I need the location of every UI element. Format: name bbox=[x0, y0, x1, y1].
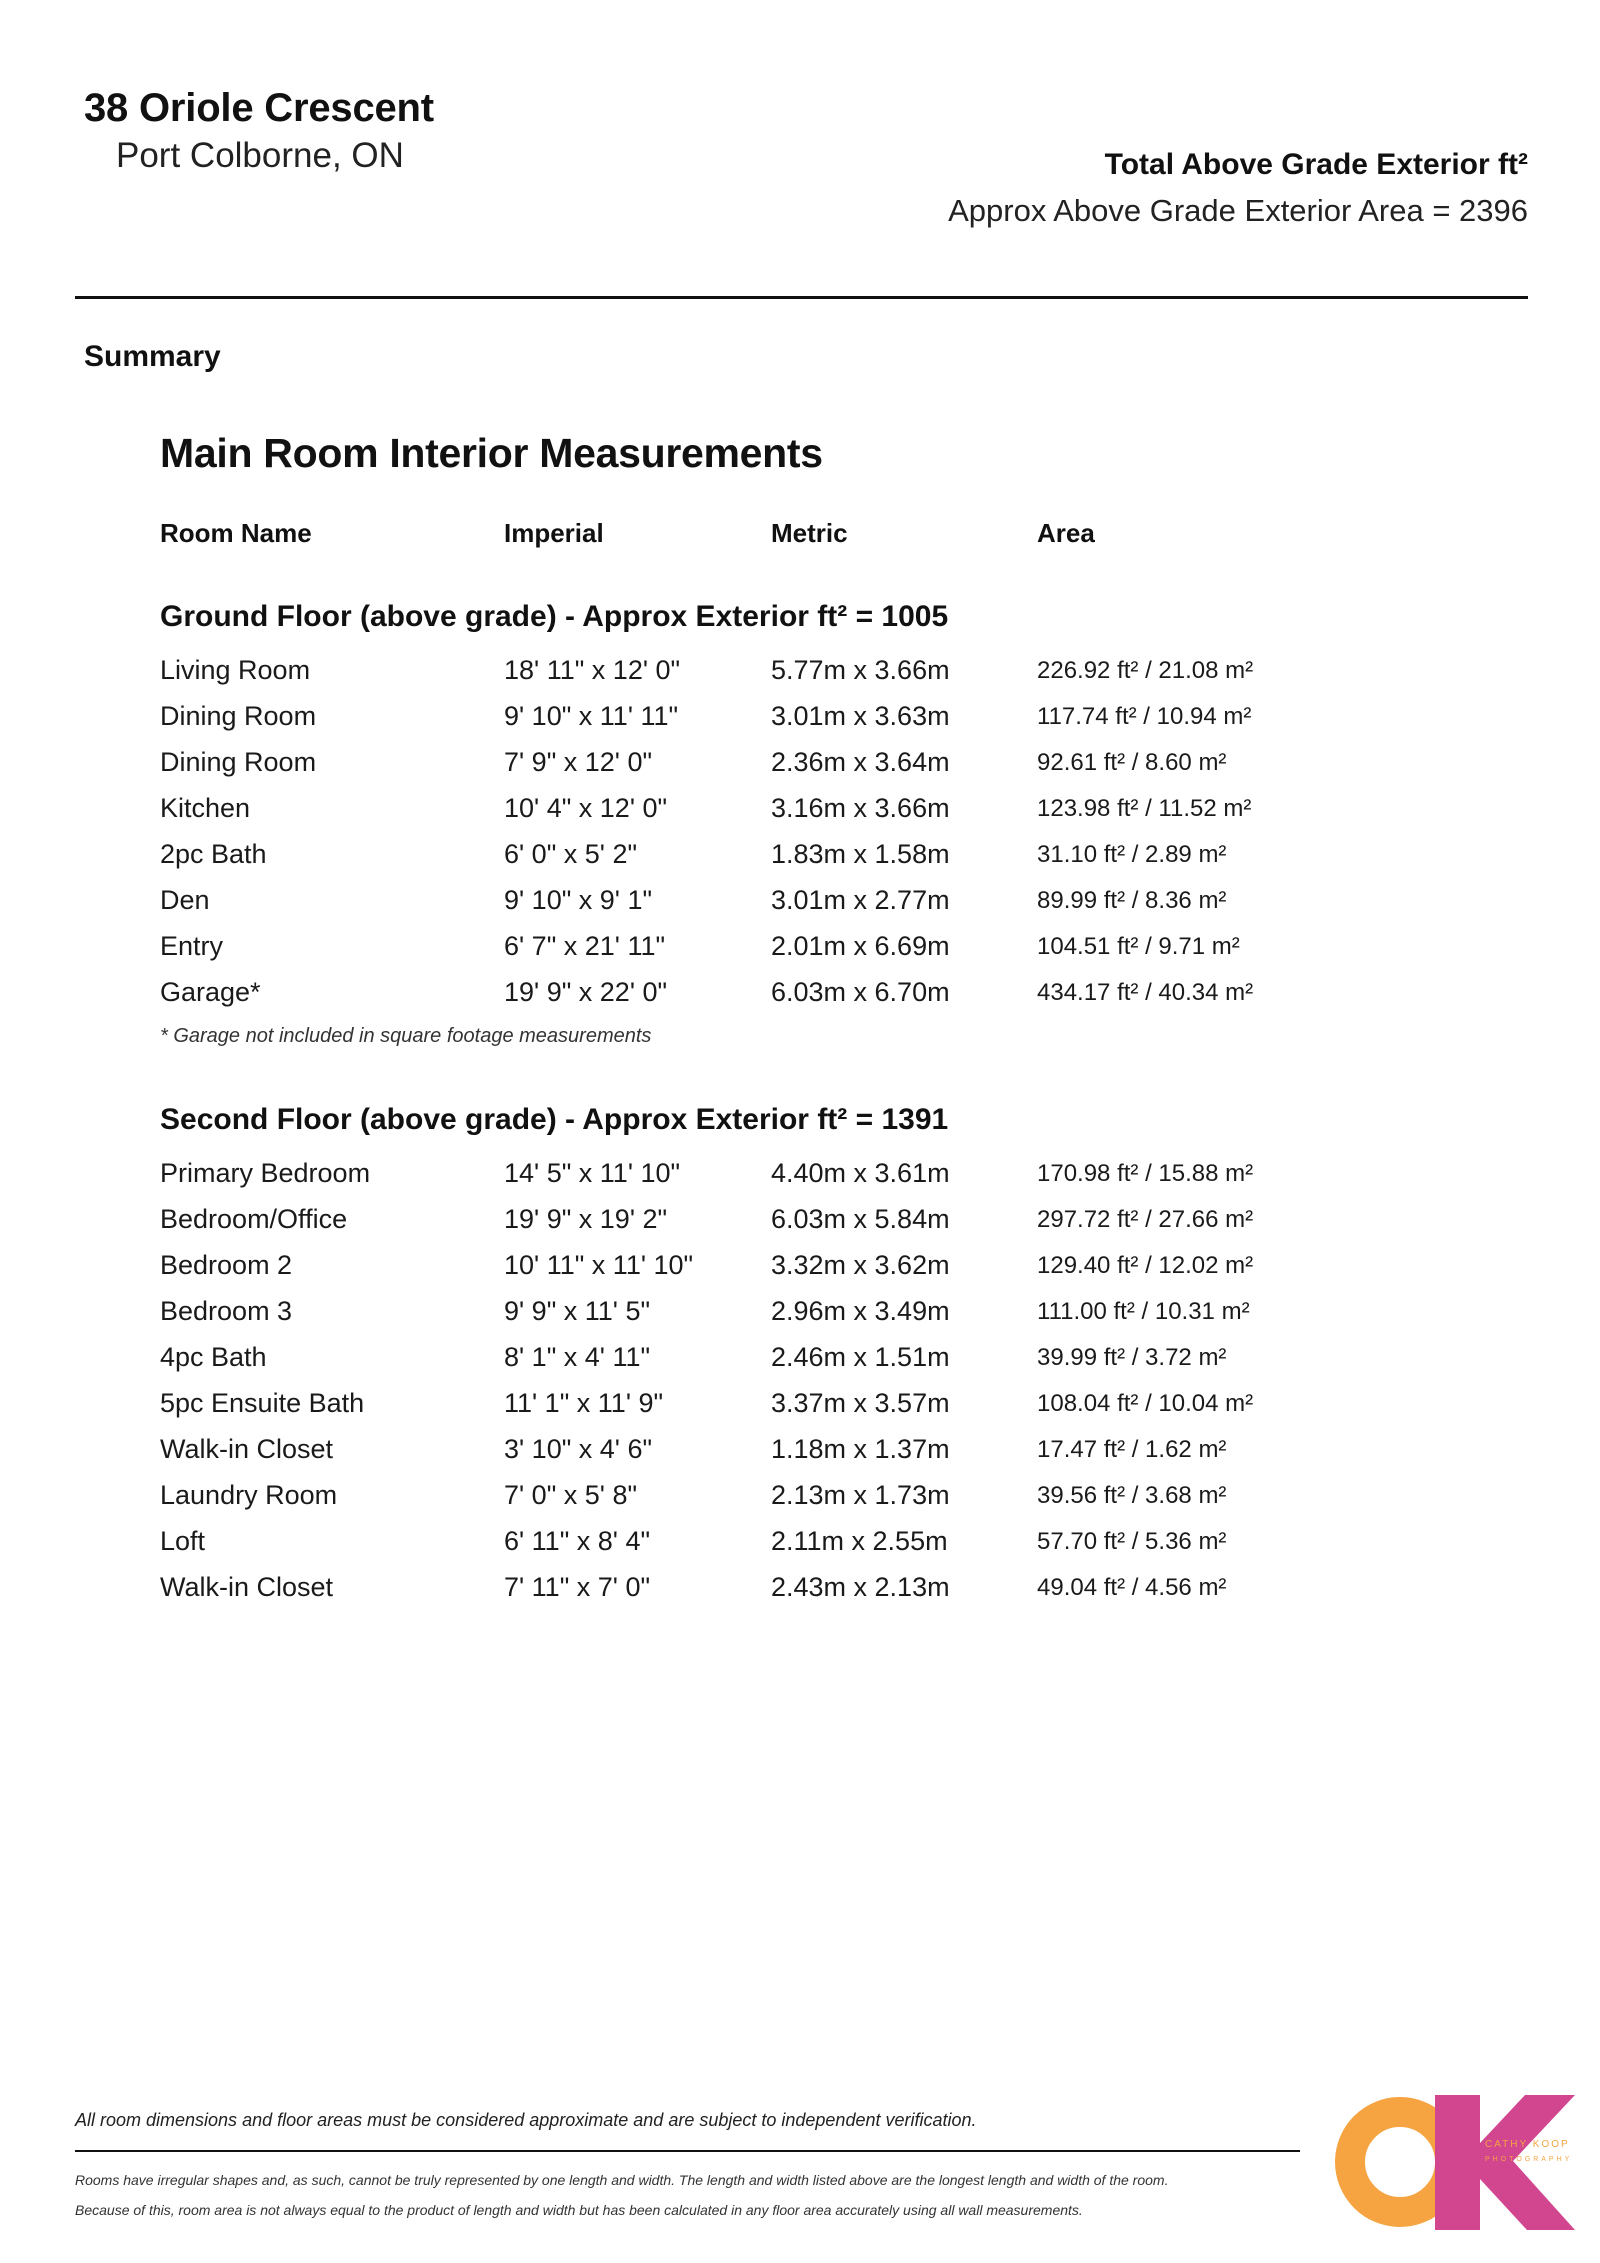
table-row bbox=[160, 839, 1360, 885]
table-row bbox=[160, 655, 1360, 701]
header-divider bbox=[75, 296, 1528, 299]
table-row bbox=[160, 701, 1360, 747]
imperial-cell: 9' 10" x 9' 1" bbox=[504, 885, 653, 915]
area-cell: 92.61 ft² / 8.60 m² bbox=[1037, 749, 1227, 776]
section-title: Main Room Interior Measurements bbox=[160, 430, 823, 476]
metric-cell: 1.18m x 1.37m bbox=[771, 1434, 950, 1464]
metric-cell: 2.43m x 2.13m bbox=[771, 1572, 950, 1602]
area-cell: 104.51 ft² / 9.71 m² bbox=[1037, 933, 1240, 960]
table-row bbox=[160, 931, 1360, 977]
table-row bbox=[160, 793, 1360, 839]
room-name-cell: Primary Bedroom bbox=[160, 1158, 371, 1188]
metric-cell: 3.01m x 3.63m bbox=[771, 701, 950, 731]
metric-cell: 2.46m x 1.51m bbox=[771, 1342, 950, 1372]
imperial-cell: 9' 10" x 11' 11" bbox=[504, 701, 679, 731]
footer-note-2: Because of this, room area is not always equal to the product of length and width but has been calculated in any floor area accurately using all wall measurements. bbox=[75, 2202, 1083, 2218]
footer-divider bbox=[75, 2150, 1300, 2152]
room-name-cell: Garage* bbox=[160, 977, 261, 1007]
imperial-cell: 10' 4" x 12' 0" bbox=[504, 793, 668, 823]
imperial-cell: 7' 9" x 12' 0" bbox=[504, 747, 653, 777]
area-cell: 108.04 ft² / 10.04 m² bbox=[1037, 1390, 1254, 1417]
imperial-cell: 9' 9" x 11' 5" bbox=[504, 1296, 651, 1326]
metric-cell: 6.03m x 6.70m bbox=[771, 977, 950, 1007]
column-header-imperial: Imperial bbox=[504, 518, 604, 548]
room-name-cell: 4pc Bath bbox=[160, 1342, 267, 1372]
table-row bbox=[160, 885, 1360, 931]
room-name-cell: Dining Room bbox=[160, 747, 317, 777]
imperial-cell: 7' 0" x 5' 8" bbox=[504, 1480, 638, 1510]
table-row bbox=[160, 977, 1360, 1023]
room-name-cell: Walk-in Closet bbox=[160, 1572, 334, 1602]
imperial-cell: 6' 7" x 21' 11" bbox=[504, 931, 666, 961]
area-cell: 123.98 ft² / 11.52 m² bbox=[1037, 795, 1252, 822]
area-cell: 17.47 ft² / 1.62 m² bbox=[1037, 1436, 1227, 1463]
area-cell: 89.99 ft² / 8.36 m² bbox=[1037, 887, 1227, 914]
metric-cell: 2.13m x 1.73m bbox=[771, 1480, 950, 1510]
second-floor-title: Second Floor (above grade) - Approx Exterior ft² = 1391 bbox=[160, 1103, 949, 1136]
metric-cell: 3.01m x 2.77m bbox=[771, 885, 950, 915]
second-floor-rows bbox=[160, 1158, 1360, 1618]
imperial-cell: 8' 1" x 4' 11" bbox=[504, 1342, 651, 1372]
metric-cell: 2.01m x 6.69m bbox=[771, 931, 950, 961]
area-cell: 57.70 ft² / 5.36 m² bbox=[1037, 1528, 1227, 1555]
garage-note: * Garage not included in square footage measurements bbox=[160, 1025, 652, 1047]
room-name-cell: Den bbox=[160, 885, 210, 915]
metric-cell: 2.96m x 3.49m bbox=[771, 1296, 950, 1326]
room-name-cell: 2pc Bath bbox=[160, 839, 267, 869]
table-row bbox=[160, 747, 1360, 793]
total-area-value: Approx Above Grade Exterior Area = 2396 bbox=[948, 193, 1528, 228]
area-cell: 39.99 ft² / 3.72 m² bbox=[1037, 1344, 1227, 1371]
metric-cell: 4.40m x 3.61m bbox=[771, 1158, 950, 1188]
room-name-cell: Walk-in Closet bbox=[160, 1434, 334, 1464]
imperial-cell: 11' 1" x 11' 9" bbox=[504, 1388, 664, 1418]
room-name-cell: Dining Room bbox=[160, 701, 317, 731]
table-row bbox=[160, 1250, 1360, 1296]
address-line-2: Port Colborne, ON bbox=[116, 136, 404, 175]
imperial-cell: 3' 10" x 4' 6" bbox=[504, 1434, 653, 1464]
table-row bbox=[160, 1572, 1360, 1618]
table-row bbox=[160, 1342, 1360, 1388]
area-cell: 31.10 ft² / 2.89 m² bbox=[1037, 841, 1227, 868]
room-name-cell: 5pc Ensuite Bath bbox=[160, 1388, 365, 1418]
room-name-cell: Living Room bbox=[160, 655, 311, 685]
imperial-cell: 14' 5" x 11' 10" bbox=[504, 1158, 681, 1188]
area-cell: 111.00 ft² / 10.31 m² bbox=[1037, 1298, 1250, 1325]
disclaimer-text: All room dimensions and floor areas must be considered approximate and are subject to independent verification. bbox=[75, 2110, 977, 2130]
room-name-cell: Loft bbox=[160, 1526, 206, 1556]
logo-text-top: CATHY KOOP bbox=[1485, 2139, 1570, 2150]
area-cell: 226.92 ft² / 21.08 m² bbox=[1037, 657, 1254, 684]
column-header-metric: Metric bbox=[771, 518, 848, 548]
imperial-cell: 19' 9" x 19' 2" bbox=[504, 1204, 668, 1234]
metric-cell: 1.83m x 1.58m bbox=[771, 839, 950, 869]
table-row bbox=[160, 1296, 1360, 1342]
area-cell: 434.17 ft² / 40.34 m² bbox=[1037, 979, 1254, 1006]
metric-cell: 5.77m x 3.66m bbox=[771, 655, 950, 685]
metric-cell: 3.32m x 3.62m bbox=[771, 1250, 950, 1280]
table-row bbox=[160, 1158, 1360, 1204]
metric-cell: 2.36m x 3.64m bbox=[771, 747, 950, 777]
table-row bbox=[160, 1388, 1360, 1434]
area-cell: 170.98 ft² / 15.88 m² bbox=[1037, 1160, 1254, 1187]
imperial-cell: 7' 11" x 7' 0" bbox=[504, 1572, 651, 1602]
table-row bbox=[160, 1480, 1360, 1526]
total-area-title: Total Above Grade Exterior ft² bbox=[1104, 148, 1528, 181]
room-name-cell: Bedroom 2 bbox=[160, 1250, 293, 1280]
column-header-area: Area bbox=[1037, 518, 1095, 548]
imperial-cell: 10' 11" x 11' 10" bbox=[504, 1250, 694, 1280]
table-row bbox=[160, 1526, 1360, 1572]
room-name-cell: Kitchen bbox=[160, 793, 251, 823]
room-name-cell: Bedroom/Office bbox=[160, 1204, 348, 1234]
ground-floor-title: Ground Floor (above grade) - Approx Exterior ft² = 1005 bbox=[160, 600, 949, 633]
room-name-cell: Bedroom 3 bbox=[160, 1296, 293, 1326]
footer-note-1: Rooms have irregular shapes and, as such, cannot be truly represented by one length and width. The length and width listed above are the longest length and width of the room. bbox=[75, 2172, 1169, 2188]
column-header-room: Room Name bbox=[160, 518, 312, 548]
metric-cell: 3.16m x 3.66m bbox=[771, 793, 950, 823]
area-cell: 39.56 ft² / 3.68 m² bbox=[1037, 1482, 1227, 1509]
room-name-cell: Entry bbox=[160, 931, 224, 961]
imperial-cell: 6' 0" x 5' 2" bbox=[504, 839, 638, 869]
imperial-cell: 6' 11" x 8' 4" bbox=[504, 1526, 651, 1556]
metric-cell: 3.37m x 3.57m bbox=[771, 1388, 950, 1418]
metric-cell: 2.11m x 2.55m bbox=[771, 1526, 948, 1556]
table-row bbox=[160, 1434, 1360, 1480]
area-cell: 117.74 ft² / 10.94 m² bbox=[1037, 703, 1252, 730]
area-cell: 129.40 ft² / 12.02 m² bbox=[1037, 1252, 1254, 1279]
imperial-cell: 18' 11" x 12' 0" bbox=[504, 655, 681, 685]
summary-label: Summary bbox=[84, 340, 221, 373]
address-line-1: 38 Oriole Crescent bbox=[84, 86, 434, 130]
cathy-koop-logo bbox=[1335, 2095, 1575, 2230]
logo-text-bottom: PHOTOGRAPHY bbox=[1485, 2156, 1573, 2163]
area-cell: 49.04 ft² / 4.56 m² bbox=[1037, 1574, 1227, 1601]
table-row bbox=[160, 1204, 1360, 1250]
area-cell: 297.72 ft² / 27.66 m² bbox=[1037, 1206, 1254, 1233]
room-name-cell: Laundry Room bbox=[160, 1480, 338, 1510]
ground-floor-rows bbox=[160, 655, 1360, 1023]
imperial-cell: 19' 9" x 22' 0" bbox=[504, 977, 668, 1007]
metric-cell: 6.03m x 5.84m bbox=[771, 1204, 950, 1234]
